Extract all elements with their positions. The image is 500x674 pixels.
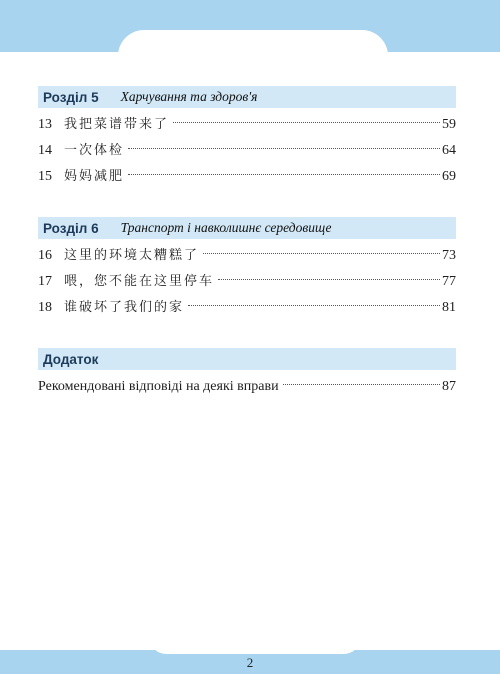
toc-entry-appendix[interactable] [38, 374, 456, 400]
section-label: Додаток [43, 351, 99, 367]
lesson-title: 一次体检 [64, 143, 125, 158]
page-ref: 77 [442, 274, 456, 289]
lesson-number: 16 [38, 248, 52, 263]
dot-leader [128, 174, 440, 175]
section-header [38, 86, 456, 108]
section-title: Харчування та здоров'я [120, 89, 258, 104]
lesson-title: 谁破坏了我们的家 [64, 300, 185, 315]
dot-leader [203, 253, 440, 254]
page-ref: 64 [442, 143, 456, 158]
toc-entry-14[interactable] [38, 138, 456, 164]
lesson-number: 13 [38, 117, 52, 132]
footer-tab [150, 638, 360, 654]
section-title: Транспорт і навколишнє середовище [120, 220, 332, 235]
dot-leader [173, 122, 440, 123]
toc-entry-13[interactable] [38, 112, 456, 138]
lesson-title: 我把菜谱带来了 [64, 117, 170, 132]
section-header [38, 217, 456, 239]
section-label: Розділ 6 [43, 220, 99, 236]
page-ref: 59 [442, 117, 456, 132]
page-ref: 73 [442, 248, 456, 263]
lesson-title: 妈妈减肥 [64, 169, 125, 184]
page-ref: 81 [442, 300, 456, 315]
lesson-number: 18 [38, 300, 52, 315]
dot-leader [283, 384, 440, 385]
section-6 [38, 217, 456, 321]
page-number: 2 [246, 655, 254, 670]
lesson-number: 14 [38, 143, 52, 158]
section-5 [38, 86, 456, 190]
lesson-title: 喂，您不能在这里停车 [64, 274, 215, 289]
section-label: Розділ 5 [43, 89, 99, 105]
appendix-title: Рекомендовані відповіді на деякі вправи [38, 379, 279, 394]
lesson-title: 这里的环境太糟糕了 [64, 248, 200, 263]
appendix-section [38, 348, 456, 400]
toc-entry-15[interactable] [38, 164, 456, 190]
page-ref: 69 [442, 169, 456, 184]
toc-entry-17[interactable] [38, 269, 456, 295]
page-ref: 87 [442, 379, 456, 394]
dot-leader [188, 305, 440, 306]
lesson-number: 15 [38, 169, 52, 184]
toc-entry-18[interactable] [38, 295, 456, 321]
dot-leader [128, 148, 440, 149]
toc-entry-16[interactable] [38, 243, 456, 269]
section-header [38, 348, 456, 370]
header-tab [118, 30, 388, 64]
dot-leader [218, 279, 440, 280]
lesson-number: 17 [38, 274, 52, 289]
